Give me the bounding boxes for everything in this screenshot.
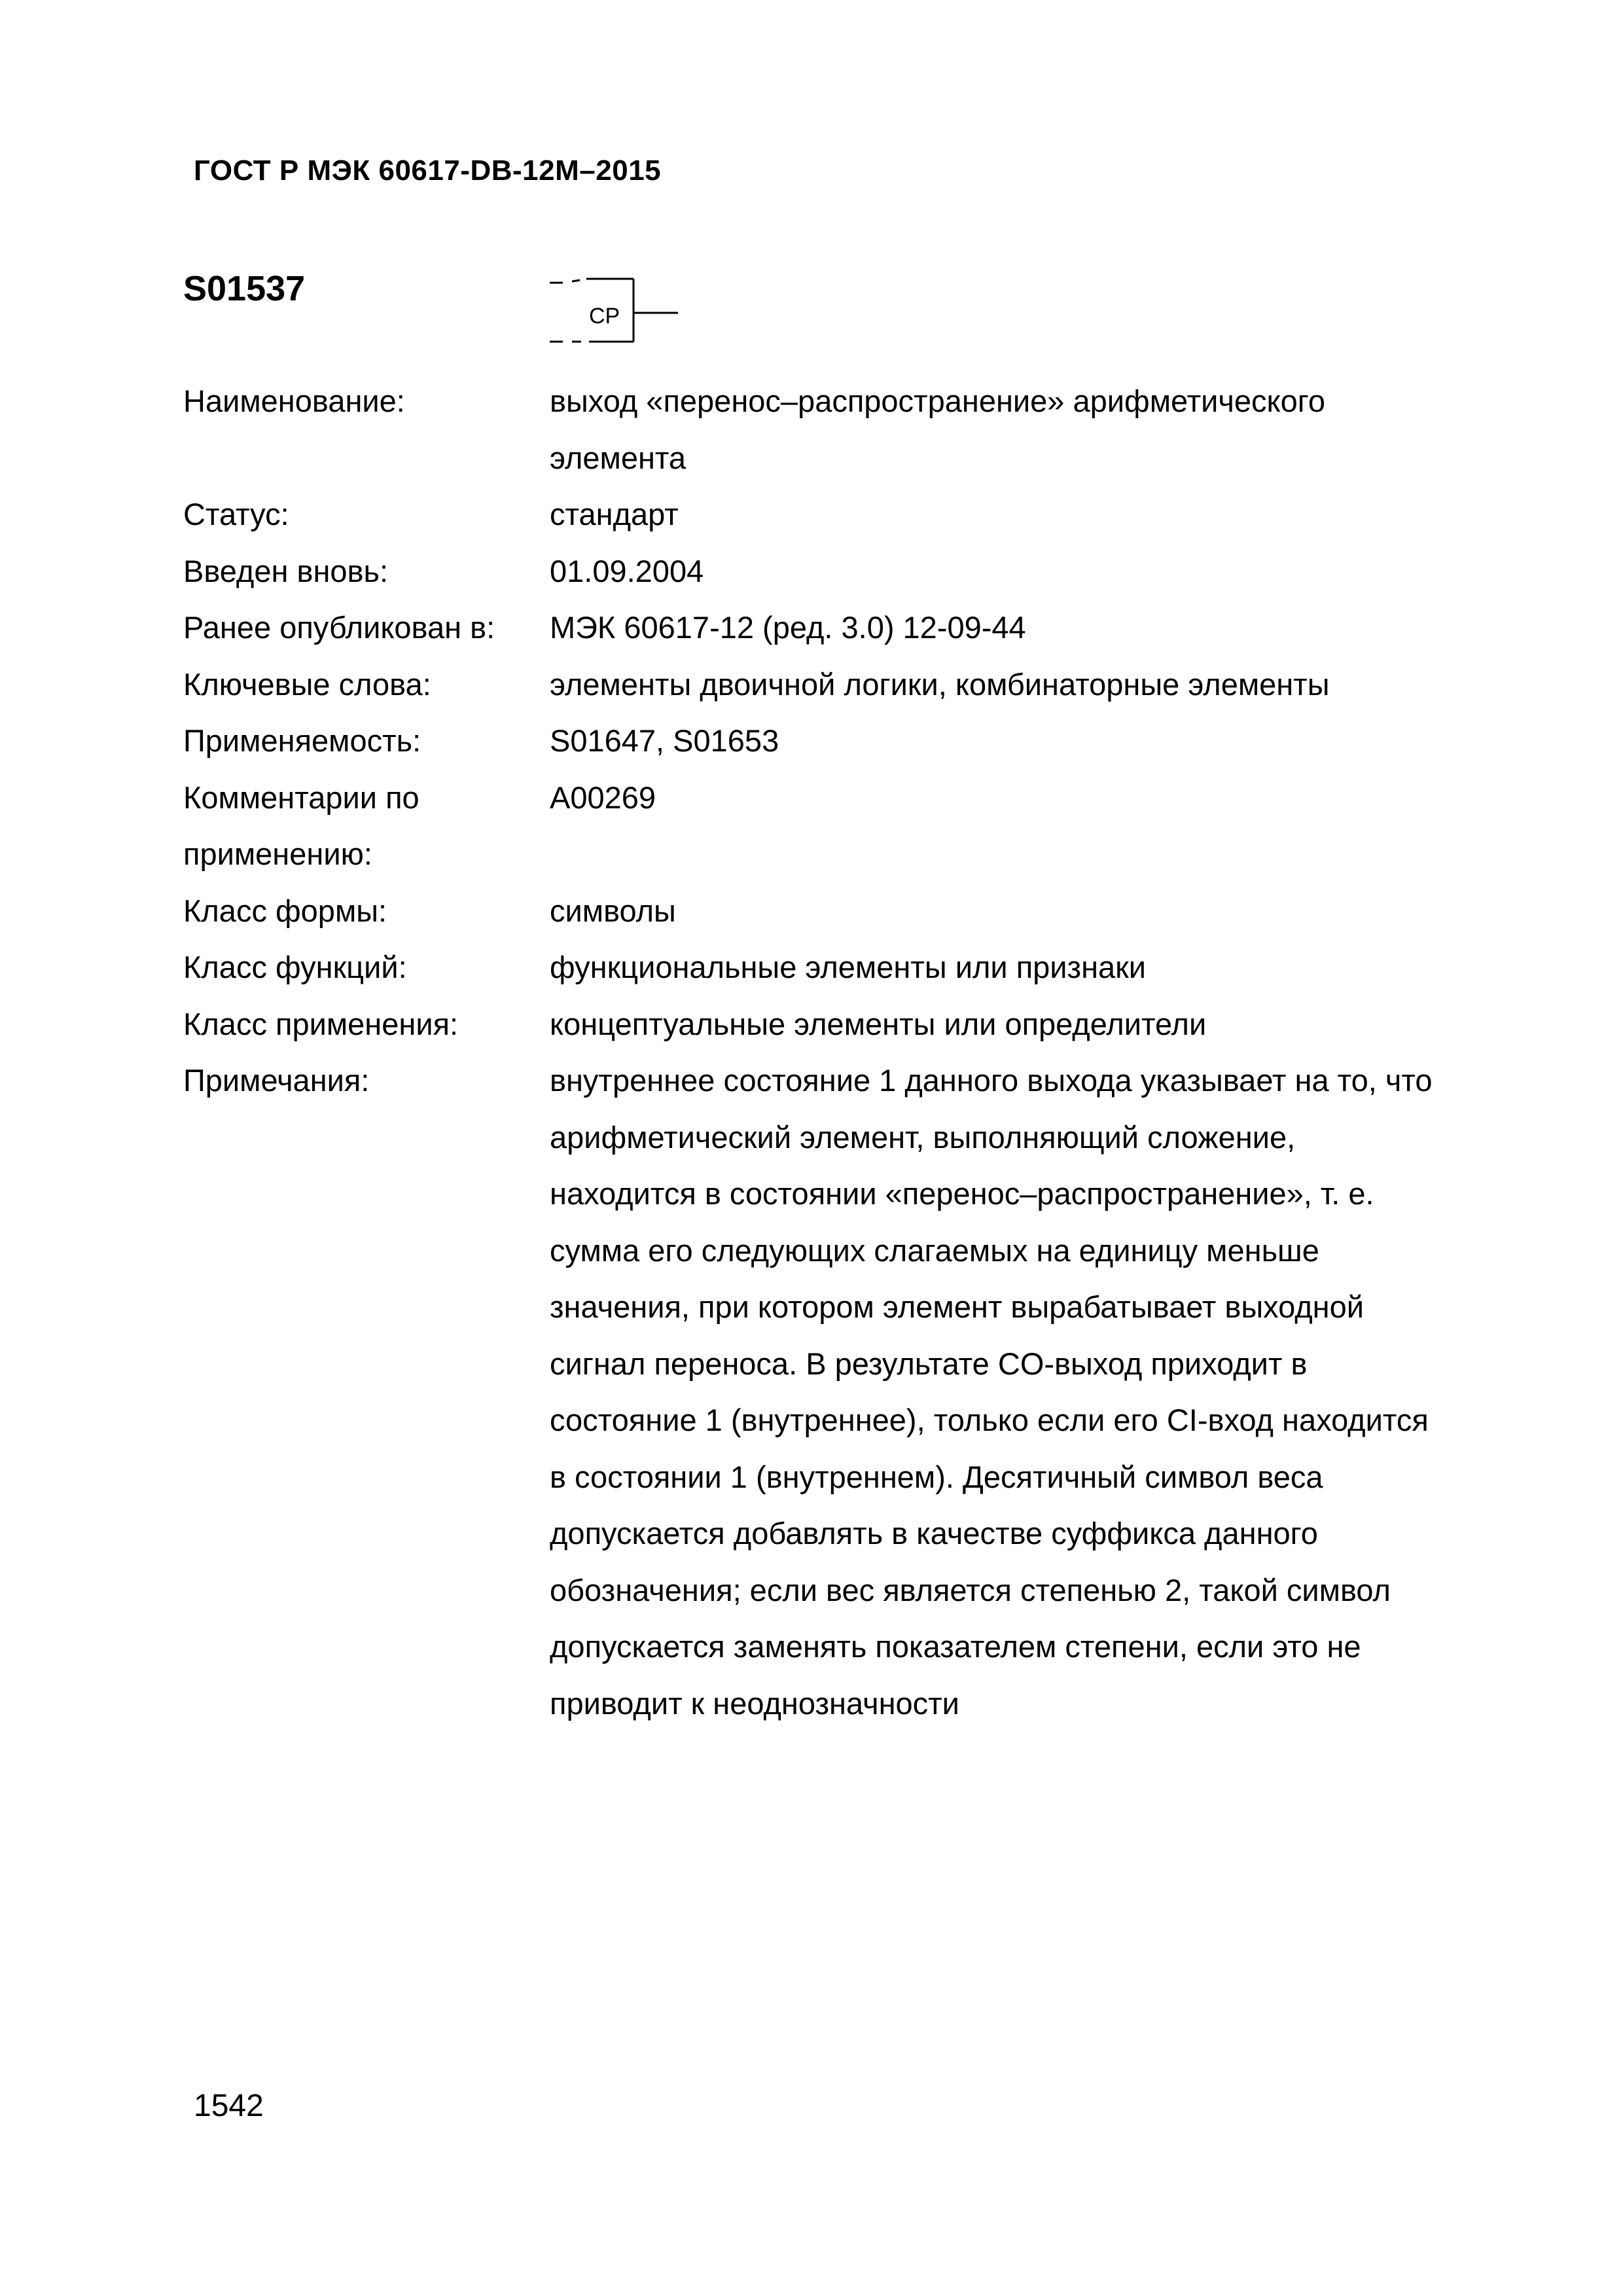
field-label: Класс формы: xyxy=(183,893,387,928)
symbol-label: CP xyxy=(589,304,620,329)
field-row xyxy=(183,883,1512,940)
field-row xyxy=(183,600,1512,656)
field-row xyxy=(183,770,1512,883)
field-row xyxy=(183,1052,1512,1732)
field-value: символы xyxy=(550,893,676,928)
field-label: Класс применения: xyxy=(183,1006,459,1041)
carry-propagate-output-symbol-icon xyxy=(550,274,681,346)
symbol-dash xyxy=(572,280,580,281)
page-number: 1542 xyxy=(194,2089,264,2123)
field-value: концептуальные элементы или определители xyxy=(550,1006,1207,1041)
field-label: Введен вновь: xyxy=(183,553,389,588)
document-header: ГОСТ Р МЭК 60617-DB-12M–2015 xyxy=(194,154,662,187)
field-row xyxy=(183,713,1512,770)
field-value: элементы двоичной логики, комбинаторные элементы xyxy=(550,666,1330,702)
field-row xyxy=(183,486,1512,543)
field-value: A00269 xyxy=(550,780,656,815)
field-label: Комментарии по применению: xyxy=(183,780,419,871)
symbol-code: S01537 xyxy=(183,269,306,308)
field-table xyxy=(183,373,1512,1732)
field-value: выход «перенос–распространение» арифметического элемента xyxy=(550,384,1325,475)
field-label: Примечания: xyxy=(183,1063,370,1098)
field-label: Применяемость: xyxy=(183,723,421,758)
field-value: функциональные элементы или признаки xyxy=(550,950,1146,984)
field-row xyxy=(183,373,1512,486)
field-value: внутреннее состояние 1 данного выхода указывает на то, что арифметический элемент, выполняющий сложение, находится в состоянии «перенос–распространение», т. е. сумма его следующих слагаемых на единицу меньше значения, при котором элемент вырабатывает выходной сигнал переноса. В результате CO-выход приходит в состояние 1 (внутреннее), только если его CI-вход находится в состоянии 1 (внутреннем). Десятичный символ веса допускается добавлять в качестве суффикса данного обозначения; если вес является степенью 2, такой символ допускается заменять показателем степени, если это не приводит к неоднозначности xyxy=(550,1063,1433,1721)
field-value: S01647, S01653 xyxy=(550,723,779,758)
field-label: Ранее опубликован в: xyxy=(183,610,495,645)
field-label: Класс функций: xyxy=(183,950,407,984)
field-label: Ключевые слова: xyxy=(183,666,431,702)
field-row xyxy=(183,543,1512,600)
field-value: МЭК 60617-12 (ред. 3.0) 12-09-44 xyxy=(550,610,1026,645)
field-value: стандарт xyxy=(550,497,679,531)
field-label: Наименование: xyxy=(183,384,405,418)
field-value: 01.09.2004 xyxy=(550,553,704,588)
field-row xyxy=(183,996,1512,1053)
field-label: Статус: xyxy=(183,497,289,531)
field-row xyxy=(183,939,1512,996)
field-row xyxy=(183,656,1512,713)
